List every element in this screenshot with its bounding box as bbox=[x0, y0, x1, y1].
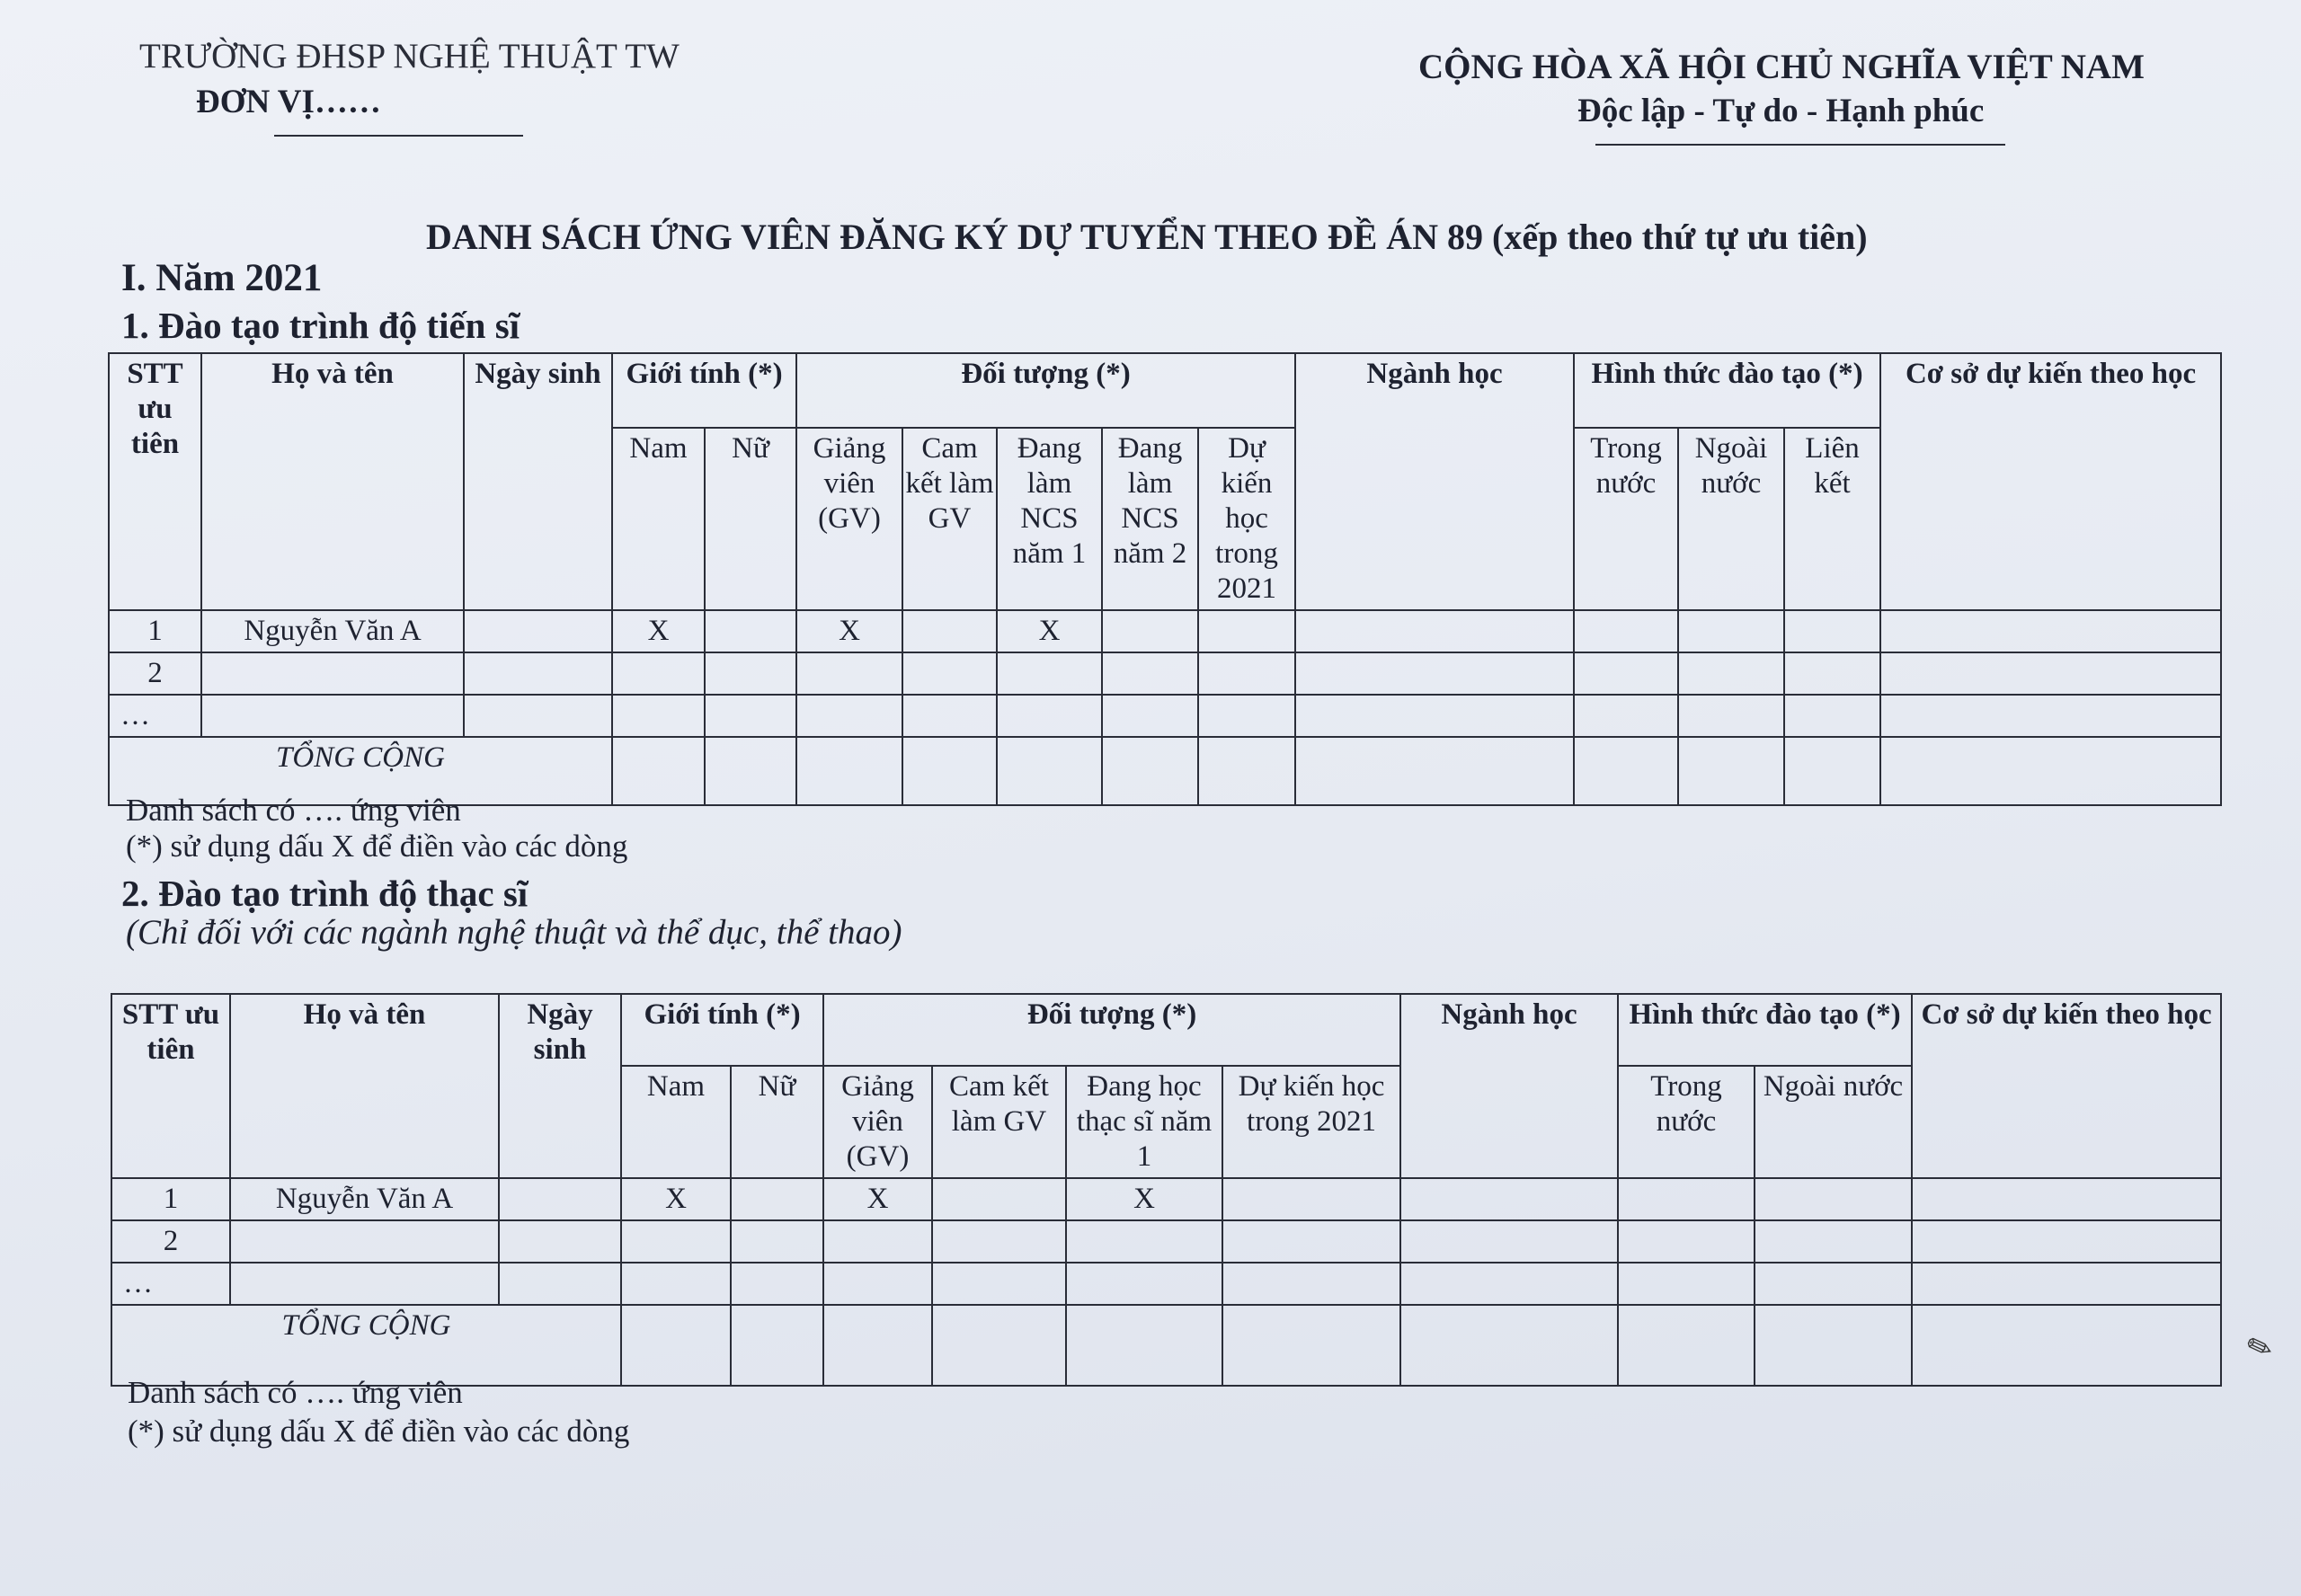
cell-female bbox=[731, 1220, 823, 1263]
cell-ncs2 bbox=[1102, 610, 1198, 652]
col-abroad: Ngoài nước bbox=[1678, 428, 1784, 610]
cell-ncs1 bbox=[997, 652, 1102, 695]
col-dob: Ngày sinh bbox=[464, 353, 612, 610]
cell-ncs2 bbox=[1102, 695, 1198, 737]
cell-ncs1 bbox=[997, 695, 1102, 737]
col-lecturer: Giảng viên (GV) bbox=[823, 1066, 932, 1178]
cell-major bbox=[1400, 1178, 1618, 1220]
table-row bbox=[109, 610, 2221, 652]
col-ncs1: Đang làm NCS năm 1 bbox=[997, 428, 1102, 610]
document-title: DANH SÁCH ỨNG VIÊN ĐĂNG KÝ DỰ TUYỂN THEO ĐỀ ÁN 89 (xếp theo thứ tự ưu tiên) bbox=[426, 217, 1868, 257]
cell-domestic bbox=[1618, 1263, 1755, 1305]
national-motto: Độc lập - Tự do - Hạnh phúc bbox=[1577, 93, 1985, 129]
total-label: TỔNG CỘNG bbox=[111, 1305, 621, 1386]
cell-dob bbox=[499, 1220, 621, 1263]
cell-plan bbox=[1198, 652, 1295, 695]
phd-candidates-table bbox=[108, 352, 2222, 806]
cell-joint bbox=[1784, 652, 1880, 695]
col-target: Đối tượng (*) bbox=[796, 353, 1295, 428]
cell-domestic bbox=[1618, 1178, 1755, 1220]
cell-stt: 1 bbox=[109, 610, 201, 652]
cell-male: X bbox=[621, 1178, 731, 1220]
subheading-phd: 1. Đào tạo trình độ tiến sĩ bbox=[121, 305, 520, 346]
cell-lecturer bbox=[796, 652, 902, 695]
cell-name: Nguyễn Văn A bbox=[230, 1178, 499, 1220]
cell-joint bbox=[1784, 695, 1880, 737]
candidate-count-note: Danh sách có …. ứng viên bbox=[126, 793, 461, 828]
col-institution: Cơ sở dự kiến theo học bbox=[1912, 994, 2221, 1178]
cell-abroad bbox=[1678, 695, 1784, 737]
cell-dob bbox=[464, 652, 612, 695]
cell-stt: 1 bbox=[111, 1178, 230, 1220]
cell-male bbox=[621, 1220, 731, 1263]
col-male: Nam bbox=[621, 1066, 731, 1178]
cell-major bbox=[1400, 1220, 1618, 1263]
col-major: Ngành học bbox=[1295, 353, 1574, 610]
cell-commit bbox=[902, 610, 997, 652]
cell-abroad bbox=[1755, 1263, 1912, 1305]
pen-mark-icon: ✎ bbox=[2242, 1328, 2279, 1369]
cell-dob bbox=[464, 695, 612, 737]
cell-plan bbox=[1222, 1178, 1400, 1220]
cell-ncs1: X bbox=[997, 610, 1102, 652]
cell-plan bbox=[1222, 1220, 1400, 1263]
section-heading-year: I. Năm 2021 bbox=[121, 257, 323, 299]
col-plan: Dự kiến học trong 2021 bbox=[1222, 1066, 1400, 1178]
cell-dob bbox=[464, 610, 612, 652]
cell-female bbox=[731, 1263, 823, 1305]
header-underline-left bbox=[274, 135, 523, 137]
cell-lecturer bbox=[796, 695, 902, 737]
cell-female bbox=[731, 1178, 823, 1220]
candidate-count-note: Danh sách có …. ứng viên bbox=[128, 1375, 463, 1410]
cell-major bbox=[1295, 652, 1574, 695]
cell-male bbox=[612, 652, 705, 695]
col-domestic: Trong nước bbox=[1618, 1066, 1755, 1178]
table-row bbox=[111, 1178, 2221, 1220]
col-abroad: Ngoài nước bbox=[1755, 1066, 1912, 1178]
col-gender: Giới tính (*) bbox=[612, 353, 796, 428]
cell-male: X bbox=[612, 610, 705, 652]
master-candidates-table bbox=[111, 993, 2222, 1387]
col-dob: Ngày sinh bbox=[499, 994, 621, 1178]
table-row bbox=[111, 1263, 2221, 1305]
cell-domestic bbox=[1574, 610, 1678, 652]
cell-stt: 2 bbox=[109, 652, 201, 695]
cell-commit bbox=[902, 695, 997, 737]
cell-institution bbox=[1880, 610, 2221, 652]
cell-major bbox=[1295, 610, 1574, 652]
col-ncs2: Đang làm NCS năm 2 bbox=[1102, 428, 1198, 610]
cell-domestic bbox=[1618, 1220, 1755, 1263]
cell-stt: … bbox=[109, 695, 201, 737]
cell-lecturer: X bbox=[823, 1178, 932, 1220]
cell-commit bbox=[932, 1220, 1066, 1263]
col-female: Nữ bbox=[731, 1066, 823, 1178]
col-gender: Giới tính (*) bbox=[621, 994, 823, 1066]
cell-abroad bbox=[1678, 652, 1784, 695]
table-row bbox=[109, 652, 2221, 695]
cell-commit bbox=[932, 1178, 1066, 1220]
cell-lecturer bbox=[823, 1263, 932, 1305]
cell-plan bbox=[1198, 695, 1295, 737]
cell-abroad bbox=[1755, 1220, 1912, 1263]
col-stt: STT ưu tiên bbox=[109, 353, 201, 610]
cell-domestic bbox=[1574, 652, 1678, 695]
cell-stt: 2 bbox=[111, 1220, 230, 1263]
cell-female bbox=[705, 695, 796, 737]
col-institution: Cơ sở dự kiến theo học bbox=[1880, 353, 2221, 610]
cell-commit bbox=[932, 1263, 1066, 1305]
cell-dob bbox=[499, 1263, 621, 1305]
col-name: Họ và tên bbox=[201, 353, 464, 610]
cell-name bbox=[230, 1220, 499, 1263]
col-stt: STT ưu tiên bbox=[111, 994, 230, 1178]
cell-ncs2 bbox=[1102, 652, 1198, 695]
col-name: Họ và tên bbox=[230, 994, 499, 1178]
cell-joint bbox=[1784, 610, 1880, 652]
col-female: Nữ bbox=[705, 428, 796, 610]
cell-major bbox=[1295, 695, 1574, 737]
col-domestic: Trong nước bbox=[1574, 428, 1678, 610]
table-row bbox=[109, 695, 2221, 737]
cell-lecturer bbox=[823, 1220, 932, 1263]
col-plan: Dự kiến học trong 2021 bbox=[1198, 428, 1295, 610]
cell-major bbox=[1400, 1263, 1618, 1305]
table-row bbox=[111, 1220, 2221, 1263]
col-commit: Cam kết làm GV bbox=[902, 428, 997, 610]
total-label: TỔNG CỘNG bbox=[109, 737, 612, 805]
col-target: Đối tượng (*) bbox=[823, 994, 1400, 1066]
cell-master1: X bbox=[1066, 1178, 1222, 1220]
cell-dob bbox=[499, 1178, 621, 1220]
col-master1: Đang học thạc sĩ năm 1 bbox=[1066, 1066, 1222, 1178]
cell-stt: … bbox=[111, 1263, 230, 1305]
cell-institution bbox=[1912, 1220, 2221, 1263]
cell-abroad bbox=[1755, 1178, 1912, 1220]
header-underline-right bbox=[1595, 144, 2005, 146]
cell-lecturer: X bbox=[796, 610, 902, 652]
cell-abroad bbox=[1678, 610, 1784, 652]
x-mark-note: (*) sử dụng dấu X để điền vào các dòng bbox=[128, 1414, 630, 1449]
col-joint: Liên kết bbox=[1784, 428, 1880, 610]
col-mode: Hình thức đào tạo (*) bbox=[1574, 353, 1880, 428]
cell-name bbox=[201, 652, 464, 695]
cell-plan bbox=[1198, 610, 1295, 652]
x-mark-note: (*) sử dụng dấu X để điền vào các dòng bbox=[126, 829, 628, 864]
cell-commit bbox=[902, 652, 997, 695]
cell-female bbox=[705, 610, 796, 652]
cell-plan bbox=[1222, 1263, 1400, 1305]
cell-institution bbox=[1880, 652, 2221, 695]
col-male: Nam bbox=[612, 428, 705, 610]
subheading-master-note: (Chỉ đối với các ngành nghệ thuật và thể dục, thể thao) bbox=[126, 913, 902, 952]
school-name: TRƯỜNG ĐHSP NGHỆ THUẬT TW bbox=[139, 37, 680, 75]
col-commit: Cam kết làm GV bbox=[932, 1066, 1066, 1178]
unit-label: ĐƠN VỊ…… bbox=[196, 84, 381, 120]
cell-institution bbox=[1912, 1263, 2221, 1305]
cell-domestic bbox=[1574, 695, 1678, 737]
cell-name bbox=[230, 1263, 499, 1305]
cell-male bbox=[621, 1263, 731, 1305]
cell-female bbox=[705, 652, 796, 695]
col-major: Ngành học bbox=[1400, 994, 1618, 1178]
cell-name bbox=[201, 695, 464, 737]
cell-male bbox=[612, 695, 705, 737]
cell-institution bbox=[1880, 695, 2221, 737]
col-mode: Hình thức đào tạo (*) bbox=[1618, 994, 1912, 1066]
cell-name: Nguyễn Văn A bbox=[201, 610, 464, 652]
col-lecturer: Giảng viên (GV) bbox=[796, 428, 902, 610]
cell-master1 bbox=[1066, 1220, 1222, 1263]
total-row bbox=[111, 1305, 2221, 1386]
subheading-master: 2. Đào tạo trình độ thạc sĩ bbox=[121, 873, 529, 914]
cell-institution bbox=[1912, 1178, 2221, 1220]
cell-master1 bbox=[1066, 1263, 1222, 1305]
country-name: CỘNG HÒA XÃ HỘI CHỦ NGHĨA VIỆT NAM bbox=[1418, 48, 2145, 86]
